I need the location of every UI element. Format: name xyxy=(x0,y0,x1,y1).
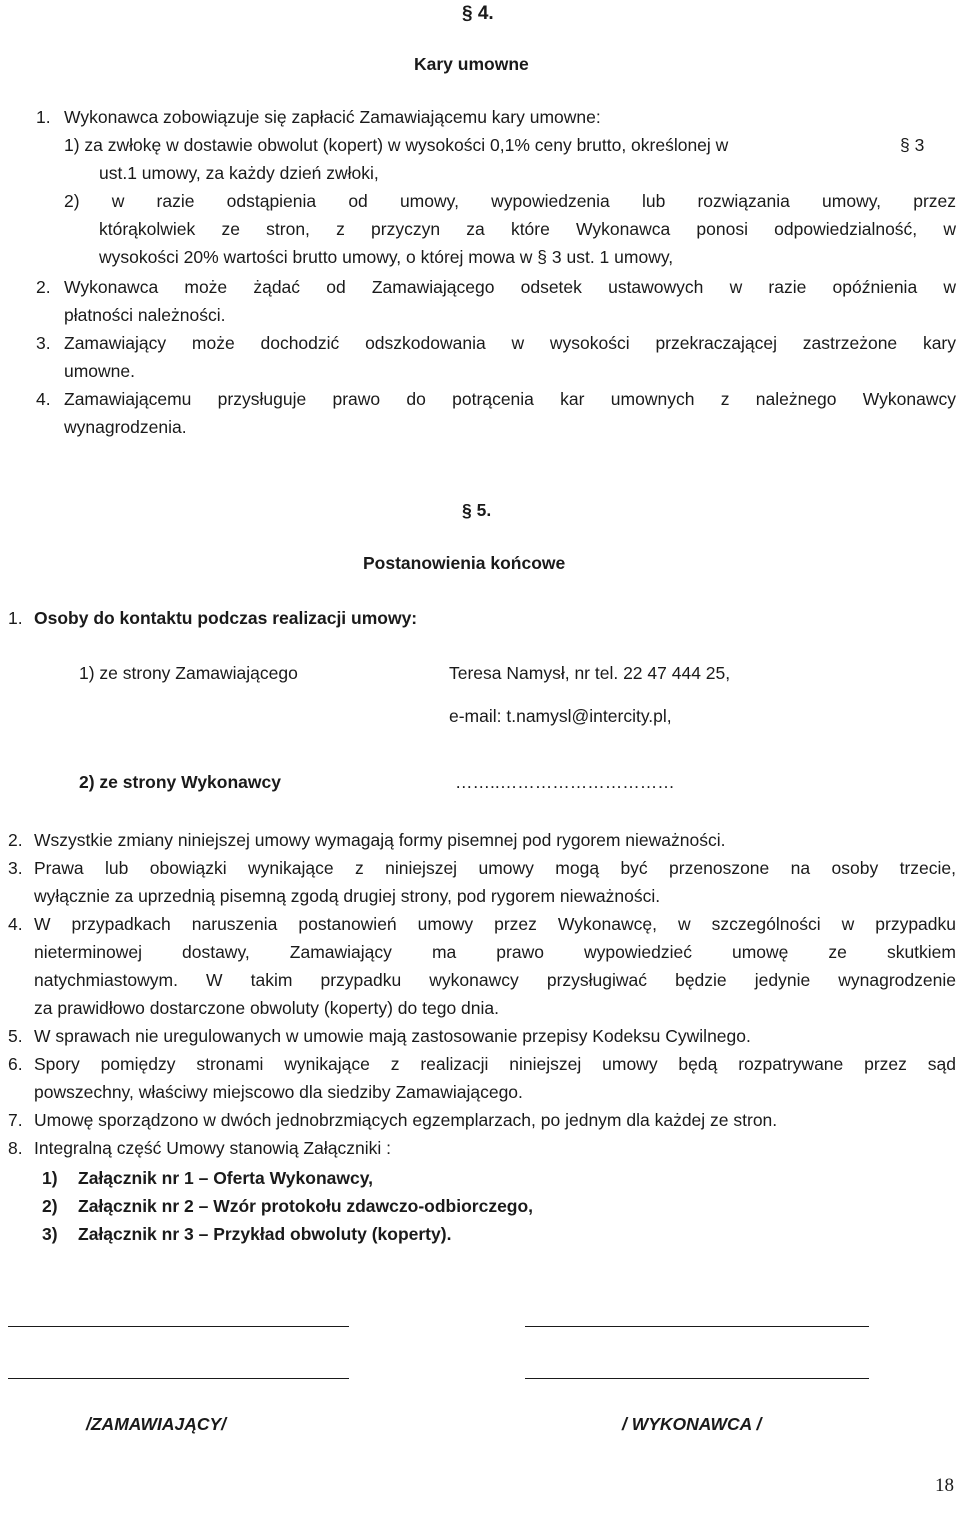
section-4-title: Kary umowne xyxy=(414,54,529,74)
paragraph-text: 1) za zwłokę w dostawie obwolut (kopert) w wysokości 0,1% ceny brutto, określonej w xyxy=(64,135,729,155)
list-number: 2. xyxy=(8,830,23,850)
contact-value: Teresa Namysł, nr tel. 22 47 444 25, xyxy=(449,663,731,683)
paragraph-text: nieterminowej dostawy, Zamawiający ma prawo wypowiedzieć umowę ze skutkiem xyxy=(34,942,956,962)
attachment-item: Załącznik nr 1 – Oferta Wykonawcy, xyxy=(78,1168,374,1188)
attachment-number: 1) xyxy=(42,1168,58,1188)
signature-label-zamawiajacy: /ZAMAWIAJĄCY/ xyxy=(86,1414,226,1434)
list-number: 4. xyxy=(36,389,51,409)
list-number: 8. xyxy=(8,1138,23,1158)
paragraph-text: § 3 xyxy=(900,135,925,155)
contact-heading: Osoby do kontaktu podczas realizacji umowy: xyxy=(34,608,418,628)
signature-line xyxy=(8,1326,349,1327)
paragraph-text: ust.1 umowy, za każdy dzień zwłoki, xyxy=(99,163,379,183)
list-number: 3. xyxy=(36,333,51,353)
list-number: 6. xyxy=(8,1054,23,1074)
list-number: 5. xyxy=(8,1026,23,1046)
list-number: 1. xyxy=(8,608,23,628)
list-number: 1. xyxy=(36,107,51,127)
paragraph-text: Integralną część Umowy stanowią Załączniki : xyxy=(34,1138,391,1158)
contact-label: 1) ze strony Zamawiającego xyxy=(79,663,298,683)
attachment-item: Załącznik nr 2 – Wzór protokołu zdawczo-odbiorczego, xyxy=(78,1196,534,1216)
attachment-number: 3) xyxy=(42,1224,58,1244)
paragraph-text: Zamawiający może dochodzić odszkodowania w wysokości przekraczającej zastrzeżone kary xyxy=(64,333,956,353)
attachment-item: Załącznik nr 3 – Przykład obwoluty (koperty). xyxy=(78,1224,452,1244)
paragraph-text: 2) w razie odstąpienia od umowy, wypowiedzenia lub rozwiązania umowy, przez xyxy=(64,191,956,211)
contact-email: e-mail: t.namysl@intercity.pl, xyxy=(449,706,672,726)
paragraph-text: wynagrodzenia. xyxy=(64,417,187,437)
paragraph-text: wysokości 20% wartości brutto umowy, o której mowa w § 3 ust. 1 umowy, xyxy=(99,247,674,267)
paragraph-text: Zamawiającemu przysługuje prawo do potrącenia kar umownych z należnego Wykonawcy xyxy=(64,389,956,409)
paragraph-text: Wykonawca zobowiązuje się zapłacić Zamawiającemu kary umowne: xyxy=(64,107,601,127)
paragraph-text: Prawa lub obowiązki wynikające z niniejszej umowy mogą być przenoszone na osoby trzecie, xyxy=(34,858,956,878)
signature-line xyxy=(525,1326,869,1327)
list-number: 7. xyxy=(8,1110,23,1130)
paragraph-text: którąkolwiek ze stron, z przyczyn za które Wykonawca ponosi odpowiedzialność, w xyxy=(99,219,956,239)
attachment-number: 2) xyxy=(42,1196,58,1216)
signature-line xyxy=(8,1378,349,1379)
paragraph-text: Umowę sporządzono w dwóch jednobrzmiących egzemplarzach, po jednym dla każdej ze stron. xyxy=(34,1110,778,1130)
paragraph-text: Spory pomiędzy stronami wynikające z realizacji niniejszej umowy będą rozpatrywane przez sąd xyxy=(34,1054,956,1074)
paragraph-text: powszechny, właściwy miejscowo dla siedziby Zamawiającego. xyxy=(34,1082,523,1102)
list-number: 2. xyxy=(36,277,51,297)
paragraph-text: płatności należności. xyxy=(64,305,226,325)
section-5-title: Postanowienia końcowe xyxy=(363,553,566,573)
signature-line xyxy=(525,1378,869,1379)
page-number: 18 xyxy=(935,1475,954,1496)
section-4-number: § 4. xyxy=(462,3,494,24)
signature-label-wykonawca: / WYKONAWCA / xyxy=(622,1414,762,1434)
paragraph-text: wyłącznie za uprzednią pisemną zgodą drugiej strony, pod rygorem nieważności. xyxy=(34,886,661,906)
paragraph-text: umowne. xyxy=(64,361,136,381)
paragraph-text: Wszystkie zmiany niniejszej umowy wymagają formy pisemnej pod rygorem nieważności. xyxy=(34,830,726,850)
list-number: 3. xyxy=(8,858,23,878)
contact-label: 2) ze strony Wykonawcy xyxy=(79,772,281,792)
paragraph-text: natychmiastowym. W takim przypadku wykonawcy przysługiwać będzie jedynie wynagrodzenie xyxy=(34,970,956,990)
list-number: 4. xyxy=(8,914,23,934)
contact-placeholder: ……..………………………… xyxy=(455,772,675,792)
paragraph-text: Wykonawca może żądać od Zamawiającego odsetek ustawowych w razie opóźnienia w xyxy=(64,277,956,297)
paragraph-text: W przypadkach naruszenia postanowień umowy przez Wykonawcę, w szczególności w przypadku xyxy=(34,914,956,934)
paragraph-text: za prawidłowo dostarczone obwoluty (koperty) do tego dnia. xyxy=(34,998,499,1018)
paragraph-text: W sprawach nie uregulowanych w umowie mają zastosowanie przepisy Kodeksu Cywilnego. xyxy=(34,1026,751,1046)
section-5-number: § 5. xyxy=(462,500,492,520)
